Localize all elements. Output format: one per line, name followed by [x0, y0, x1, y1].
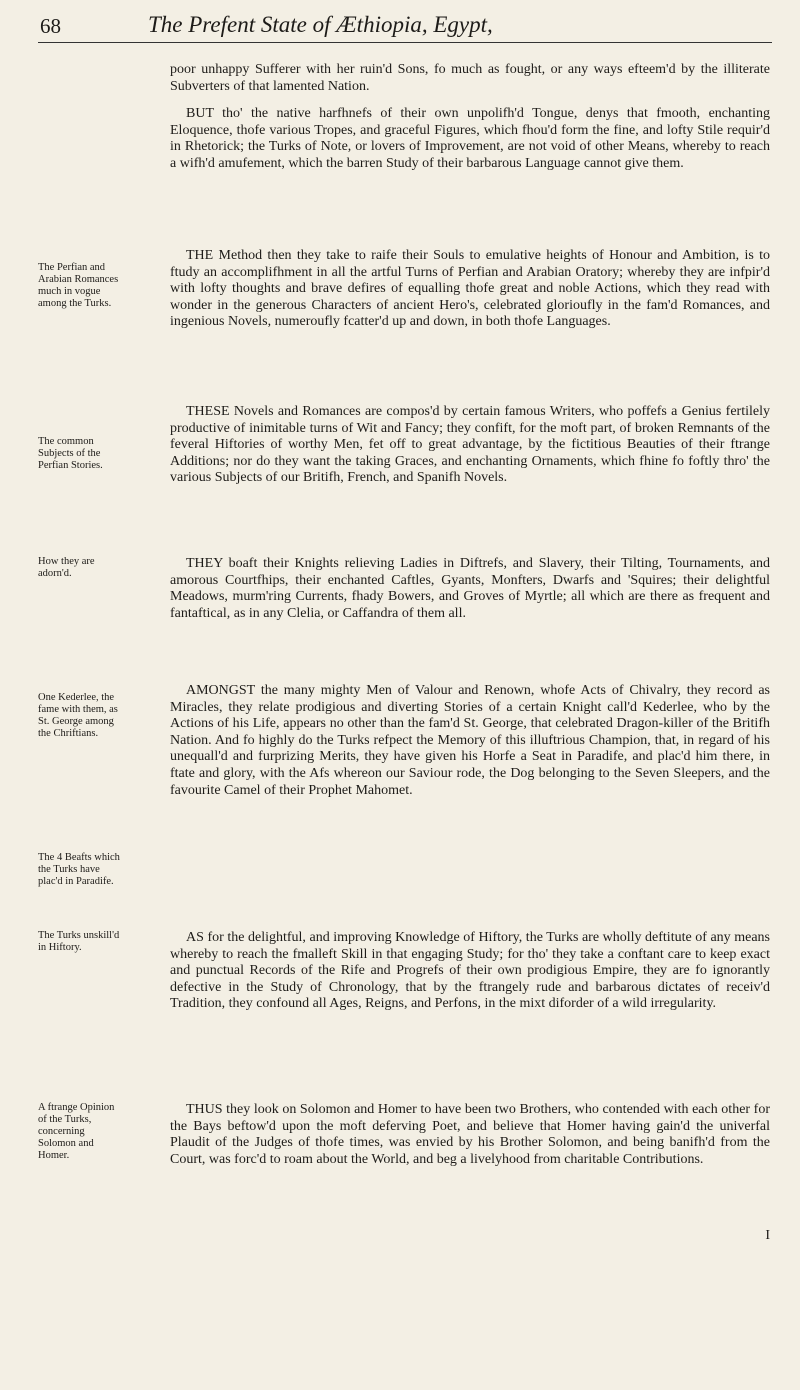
catchword: I: [765, 1228, 770, 1243]
margin-note-adorned: How they are adorn'd.: [38, 556, 95, 579]
paragraph-text: THE Method then they take to raife their Souls to emulative heights of Honour and Ambition, is to ftudy an accomplifhment in all the artful Turns of Perfian and Arabian Oratory; whereby they are infpir'd with lofty thoughts and brave defires of equalling thofe great and noble Actions, which they read with wonder in the generous Characters of ancient Hero's, celebrated glorioufly in the fam'd Romances, and ingenious Novels, numeroufly fcatter'd up and down, in both thofe Languages.: [170, 248, 770, 330]
margin-note-subjects: The common Subjects of the Perfian Stories.: [38, 436, 103, 471]
paragraph-text: THEY boaft their Knights relieving Ladies in Diftrefs, and Slavery, their Tilting, Tournaments, and amorous Courtfhips, their enchanted Caftles, Gyants, Monfters, Dwarfs and 'Squires; their delightful Meadows, murm'ring Currents, fhady Bowers, and Groves of Myrtle; all which are there as frequent and fantaftical, as in any Clelia, or Caffandra of them all.: [170, 556, 770, 621]
page-header: [40, 8, 770, 42]
header-rule: [38, 42, 772, 43]
paragraph-text: poor unhappy Sufferer with her ruin'd Sons, fo much as fought, or any ways efteem'd by the illiterate Subverters of that lamented Nation.: [170, 62, 770, 94]
paragraph-text: THUS they look on Solomon and Homer to have been two Brothers, who contended with each other for the Bays beftow'd upon the moft deferving Poet, and believe that Homer having gain'd the univerfal Plaudit of the Judges of thofe times, was envied by his Brother Solomon, and being banifh'd from the Court, was forc'd to roam about the World, and beg a livelyhood from charitable Contributions.: [170, 1102, 770, 1167]
paragraph-6: [170, 683, 770, 799]
paragraph-text: AS for the delightful, and improving Knowledge of Hiftory, the Turks are wholly deftitute of any means whereby to reach the fmalleft Skill in that engaging Study; for tho' they take a conftant care to keep exact and punctual Records of the Rife and Progrefs of their own prodigious Empire, they are fo ignorantly defective in the Study of Chronology, that by the ftrangely rude and barbarous dictates of receiv'd Tradition, they confound all Ages, Reigns, and Perfons, in the mixt diforder of a wild irregularity.: [170, 930, 770, 1012]
running-title: The Prefent State of Æthiopia, Egypt,: [148, 12, 493, 37]
paragraph-4: [170, 404, 770, 487]
paragraph-7: [170, 930, 770, 1013]
paragraph-8: [170, 1102, 770, 1168]
margin-note-romances: The Perfian and Arabian Romances much in vogue among the Turks.: [38, 262, 119, 309]
margin-note-history: The Turks unskill'd in Hiftory.: [38, 930, 120, 953]
margin-note-solomon-homer: A ftrange Opinion of the Turks, concerning Solomon and Homer.: [38, 1102, 115, 1161]
paragraph-3: [170, 248, 770, 331]
paragraph-text: THESE Novels and Romances are compos'd by certain famous Writers, who poffefs a Genius fertilely productive of inimitable turns of Wit and Fancy; they confift, for the moft part, of broken Remnants of the feveral Hiftories of worthy Men, fet off to great advantage, by the fictitious Beauties of their ftrange Additions; nor do they want the taking Graces, and enchanting Ornaments, which fhine fo foftly thro' the various Subjects of our Britifh, French, and Spanifh Novels.: [170, 404, 770, 486]
paragraph-5: [170, 556, 770, 622]
margin-note-kederlee: One Kederlee, the fame with them, as St. George among the Chriftians.: [38, 692, 118, 739]
paragraph-text: AMONGST the many mighty Men of Valour and Renown, whofe Acts of Chivalry, they record as Miracles, they relate prodigious and diverting Stories of a certain Knight call'd Kederlee, who by the Actions of his Life, appears no other than the fam'd St. George, that celebrated Dragon-killer of the Britifh Nation. And fo highly do the Turks refpect the Memory of this illuftrious Champion, that, in regard of his unequall'd and furprizing Merits, they have given his Horfe a Seat in Paradife, and plac'd him there, in ftate and glory, with the Afs whereon our Saviour rode, the Dog belonging to the Seven Sleepers, and the favourite Camel of their Prophet Mahomet.: [170, 683, 770, 798]
paragraph-1: [170, 62, 770, 95]
paragraph-text: BUT tho' the native harfhnefs of their own unpolifh'd Tongue, denys that fmooth, enchanting Eloquence, thofe various Tropes, and graceful Figures, which fhou'd form the fine, and lofty Stile requir'd in Rhetorick; the Turks of Note, or lovers of Improvement, are not void of other Means, whereby to reach a wifh'd amufement, which the barren Study of their barbarous Language cannot give them.: [170, 106, 770, 171]
paragraph-2: [170, 106, 770, 172]
page-number: 68: [40, 14, 61, 38]
catchword-line: [170, 1228, 770, 1245]
margin-note-beasts: The 4 Beafts which the Turks have plac'd in Paradife.: [38, 852, 120, 887]
